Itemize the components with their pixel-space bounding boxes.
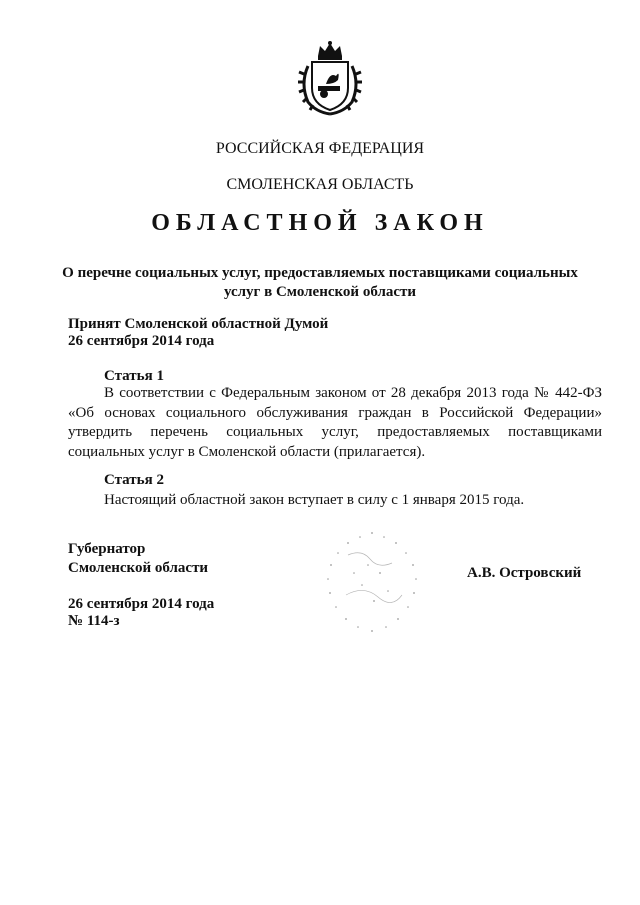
governor-region: Смоленской области bbox=[68, 560, 209, 576]
country-title: РОССИЙСКАЯ ФЕДЕРАЦИЯ bbox=[215, 140, 425, 157]
adopted-date: 26 сентября 2014 года bbox=[68, 333, 215, 349]
law-subject-line-1: О перечне социальных услуг, предоставляемых поставщиками социальных bbox=[62, 265, 578, 281]
article-1-text: В соответствии с Федеральным законом от 28 декабря 2013 года № 442-ФЗ «Об основах социального обслуживания граждан в Российской Федерации» утвердить перечень социальных услуг, предоставляемых поставщиками социальных услуг в Смоленской области (прилагается). bbox=[68, 385, 602, 460]
law-subject-line-2: услуг в Смоленской области bbox=[223, 284, 417, 300]
governor-name: А.В. Островский bbox=[467, 565, 582, 581]
region-title: СМОЛЕНСКАЯ ОБЛАСТЬ bbox=[226, 176, 414, 193]
signature-stamp-icon bbox=[318, 525, 426, 640]
governor-title: Губернатор bbox=[68, 541, 146, 557]
law-number: № 114-з bbox=[68, 613, 120, 629]
document-type-title: ОБЛАСТНОЙ ЗАКОН bbox=[151, 210, 489, 236]
adopted-by-line: Принят Смоленской областной Думой bbox=[68, 316, 329, 332]
article-2-title: Статья 2 bbox=[104, 472, 164, 488]
signing-date: 26 сентября 2014 года bbox=[68, 596, 215, 612]
article-1-title: Статья 1 bbox=[104, 368, 164, 384]
article-2-text: Настоящий областной закон вступает в силу с 1 января 2015 года. bbox=[104, 492, 525, 508]
law-subject bbox=[0, 264, 640, 302]
coat-of-arms-icon bbox=[296, 40, 364, 116]
